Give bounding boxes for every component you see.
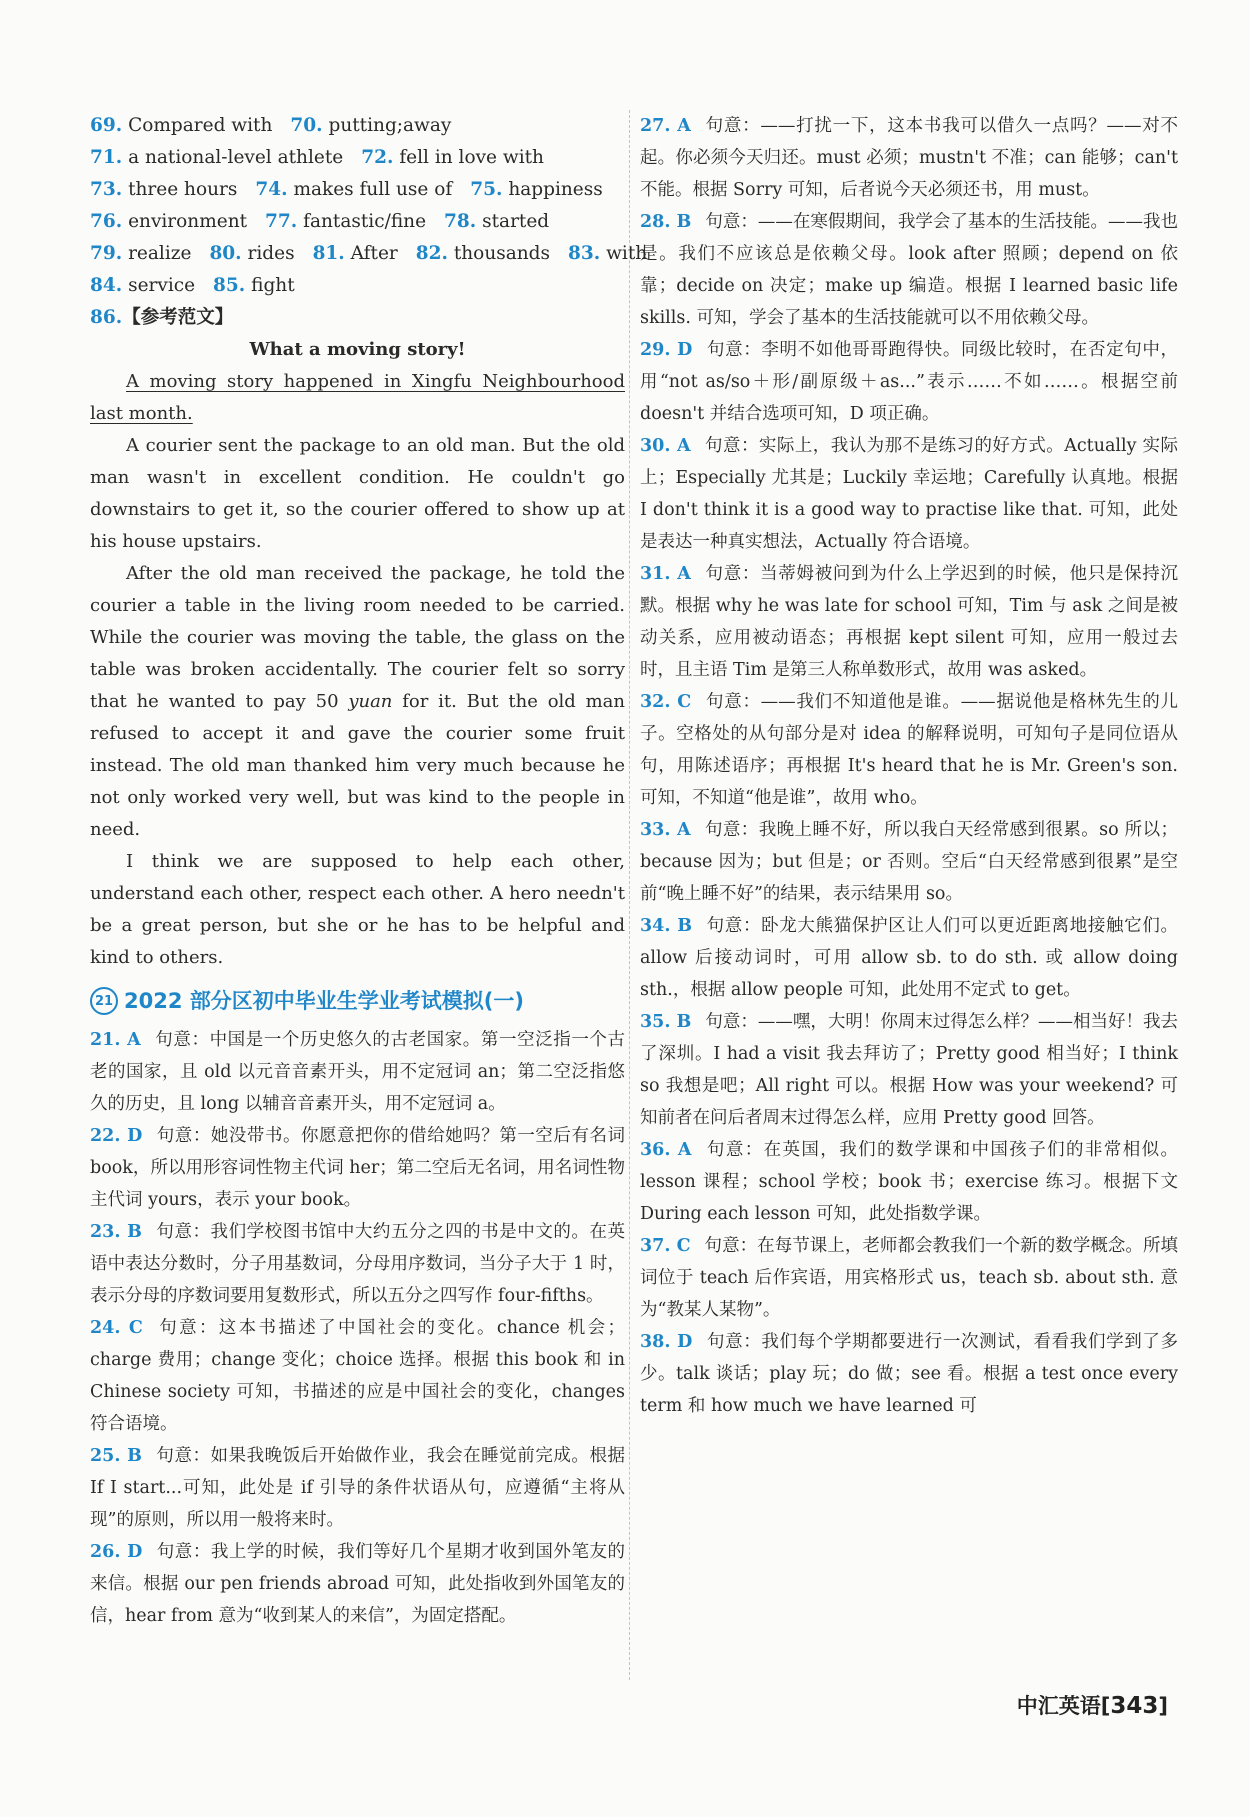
explanation-text: 句意：——我们不知道他是谁。——据说他是格林先生的儿子。空格处的从句部分是对 idea 的解释说明，可知句子是同位语从句，用陈述语序；再根据 It's heard that he is Mr. Green's son. 可知，不知道“他是谁”，故用 who。 <box>640 692 1179 808</box>
page-footer: 中汇英语[343] <box>1016 1693 1168 1719</box>
answer-explanation <box>640 206 1178 334</box>
explanation-text: 句意：实际上，我认为那不是练习的好方式。Actually 实际上；Especially 尤其是；Luckily 幸运地；Carefully 认真地。根据 I don't think it is a good way to practise like that. 可知，此处是表达一种真实想法，Actually 符合语境。 <box>640 436 1178 552</box>
section-title-text: 2022 部分区初中毕业生学业考试模拟(一) <box>124 989 524 1013</box>
question-answer-label: 30. A <box>640 436 691 456</box>
question-answer-label: 27. A <box>640 116 691 136</box>
answer-text: thousands <box>453 243 551 264</box>
essay-paragraph: I think we are supposed to help each other, understand each other, respect each other. A hero needn't be a great person, but she or he has to be helpful and kind to others. <box>90 851 625 968</box>
question-answer-label: 36. A <box>640 1140 692 1160</box>
explanation-text: 句意：中国是一个历史悠久的古老国家。第一空泛指一个古老的国家，且 old 以元音音素开头，用不定冠词 an；第二空泛指悠久的历史，且 long 以辅音音素开头，用不定冠词 a。 <box>90 1030 626 1114</box>
explanation-text: 句意：如果我晚饭后开始做作业，我会在睡觉前完成。根据 If I start...可知，此处是 if 引导的条件状语从句，应遵循“主将从现”的原则，所以用一般将来时。 <box>90 1446 625 1530</box>
answer-key-line <box>90 238 648 270</box>
column-divider <box>629 110 630 1680</box>
question-answer-label: 29. D <box>640 340 693 360</box>
essay-paragraph: After the old man received the package, he told the courier a table in the living room needed to be carried. While the courier was moving the table, the glass on the table was broken accidentally. The courier felt so sorry that he wanted to pay 50 yuan for it. But the old man refused to accept it and gave the courier some fruit instead. The old man thanked him very much because he not only worked very well, but was kind to the people in need. <box>90 563 625 840</box>
question-answer-label: 21. A <box>90 1030 141 1050</box>
essay-paragraph: A courier sent the package to an old man. But the old man wasn't in excellent condition. He couldn't go downstairs to get it, so the courier offered to show up at his house upstairs. <box>90 435 625 552</box>
question-answer-label: 35. B <box>640 1012 692 1032</box>
page-number: 343 <box>1110 1693 1159 1719</box>
answer-explanation <box>640 686 1178 814</box>
answer-text: started <box>482 211 550 232</box>
question-number: 77. <box>265 211 298 232</box>
answer-text: makes full use of <box>293 179 453 200</box>
explanation-text: 句意：这本书描述了中国社会的变化。chance 机会；charge 费用；change 变化；choice 选择。根据 this book 和 in Chinese society 可知，书描述的应是中国社会的变化，changes 符合语境。 <box>90 1318 626 1434</box>
question-answer-label: 23. B <box>90 1222 142 1242</box>
answer-text: three hours <box>128 179 238 200</box>
answer-explanation <box>90 1440 625 1536</box>
answer-explanation <box>640 814 1178 910</box>
section-number-badge: 21 <box>90 987 118 1015</box>
question-number: 75. <box>470 179 503 200</box>
answer-explanation <box>90 1536 625 1632</box>
question-number: 78. <box>444 211 477 232</box>
answer-text: realize <box>128 243 192 264</box>
question-number: 79. <box>90 243 123 264</box>
essay-body <box>90 366 625 974</box>
explanation-text: 句意：她没带书。你愿意把你的借给她吗？第一空后有名词 book，所以用形容词性物主代词 her；第二空后无名词，用名词性物主代词 yours，表示 your book。 <box>90 1126 626 1210</box>
answer-explanation <box>640 430 1178 558</box>
question-answer-label: 32. C <box>640 692 692 712</box>
question-number: 71. <box>90 147 123 168</box>
question-number: 81. <box>312 243 345 264</box>
answer-key-line <box>90 206 625 238</box>
question-number: 70. <box>290 115 323 136</box>
essay-label: 【参考范文】 <box>122 307 234 328</box>
question-number: 82. <box>415 243 448 264</box>
left-column <box>90 110 648 1632</box>
answer-key-line <box>90 142 625 174</box>
explanation-text: 句意：——嘿，大明！你周末过得怎么样？——相当好！我去了深圳。I had a visit 我去拜访了；Pretty good 相当好；I think so 我想是吧；All right 可以。根据 How was your weekend? 可知前者在问后者周末过得怎么样，应用 Pretty good 回答。 <box>640 1012 1178 1128</box>
question-answer-label: 26. D <box>90 1542 143 1562</box>
essay-title: What a moving story! <box>249 339 466 360</box>
explanation-text: 句意：我们每个学期都要进行一次测试，看看我们学到了多少。talk 谈话；play 玩；do 做；see 看。根据 a test once every term 和 how much we have learned 可 <box>640 1332 1178 1416</box>
explanation-text: 句意：当蒂姆被问到为什么上学迟到的时候，他只是保持沉默。根据 why he was late for school 可知，Tim 与 ask 之间是被动关系，应用被动语态；再根据 kept silent 可知，应用一般过去时，且主语 Tim 是第三人称单数形式，故用 was asked。 <box>640 564 1179 680</box>
explanation-text: 句意：我上学的时候，我们等好几个星期才收到国外笔友的来信。根据 our pen friends abroad 可知，此处指收到外国笔友的信，hear from 意为“收到某人的来信”，为固定搭配。 <box>90 1542 626 1626</box>
question-answer-label: 31. A <box>640 564 691 584</box>
answer-explanation <box>640 334 1178 430</box>
answer-explanation <box>90 1120 625 1216</box>
answer-explanation <box>90 1312 625 1440</box>
explanation-text: 句意：在每节课上，老师都会教我们一个新的数学概念。所填词位于 teach 后作宾语，用宾格形式 us，teach sb. about sth. 意为“教某人某物”。 <box>640 1236 1179 1320</box>
right-column <box>640 110 1178 1422</box>
question-number: 72. <box>361 147 394 168</box>
answer-explanation <box>90 1216 625 1312</box>
question-answer-label: 24. C <box>90 1318 143 1338</box>
question-number: 83. <box>568 243 601 264</box>
answer-text: After <box>350 243 398 264</box>
answer-key-line <box>90 174 625 206</box>
answer-text: service <box>128 275 196 296</box>
question-number: 69. <box>90 115 123 136</box>
answer-text: with <box>606 243 648 264</box>
explanation-text: 句意：卧龙大熊猫保护区让人们可以更近距离地接触它们。allow 后接动词时，可用 allow sb. to do sth. 或 allow doing sth.，根据 allow people 可知，此处用不定式 to get。 <box>640 916 1178 1000</box>
answer-text: fantastic/fine <box>303 211 427 232</box>
answer-text: environment <box>128 211 248 232</box>
footer-book-title: 中汇英语 <box>1016 1694 1101 1718</box>
answer-text: a national-level athlete <box>128 147 344 168</box>
answer-text: rides <box>247 243 295 264</box>
answer-explanation <box>640 1326 1178 1422</box>
question-number: 74. <box>255 179 288 200</box>
answer-explanation <box>640 1230 1178 1326</box>
explanation-text: 句意：——在寒假期间，我学会了基本的生活技能。——我也是。我们不应该总是依赖父母。look after 照顾；depend on 依靠；decide on 决定；make up 编造。根据 I learned basic life skills. 可知，学会了基本的生活技能就可以不用依赖父母。 <box>640 212 1178 328</box>
answer-text: fell in love with <box>399 147 544 168</box>
answer-text: Compared with <box>128 115 273 136</box>
explanation-text: 句意：李明不如他哥哥跑得快。同级比较时，在否定句中，用“not as/so＋形/副原级＋as...”表示……不如……。根据空前 doesn't 并结合选项可知，D 项正确。 <box>640 340 1178 424</box>
answer-key-line <box>90 110 625 142</box>
answer-text: fight <box>251 275 295 296</box>
answer-explanation <box>640 1134 1178 1230</box>
question-number: 84. <box>90 275 123 296</box>
question-answer-label: 33. A <box>640 820 691 840</box>
question-number: 80. <box>209 243 242 264</box>
answer-text: putting;away <box>328 115 452 136</box>
answer-explanation <box>640 558 1178 686</box>
left-answer-list <box>90 1024 625 1632</box>
explanation-text: 句意：我晚上睡不好，所以我白天经常感到很累。so 所以；because 因为；but 但是；or 否则。空后“白天经常感到很累”是空前“晚上睡不好”的结果，表示结果用 so。 <box>640 820 1179 904</box>
question-number: 85. <box>213 275 246 296</box>
question-answer-label: 34. B <box>640 916 692 936</box>
question-answer-label: 22. D <box>90 1126 143 1146</box>
answer-explanation <box>640 1006 1178 1134</box>
question-answer-label: 38. D <box>640 1332 693 1352</box>
question-answer-label: 37. C <box>640 1236 691 1256</box>
question-number: 76. <box>90 211 123 232</box>
essay-paragraph: A moving story happened in Xingfu Neighbourhood last month. <box>90 371 625 424</box>
question-number: 73. <box>90 179 123 200</box>
right-answer-list <box>640 110 1178 1422</box>
section-heading <box>90 984 625 1018</box>
essay-header <box>90 302 625 334</box>
answer-key-lines <box>90 110 648 302</box>
question-answer-label: 28. B <box>640 212 692 232</box>
essay-number: 86. <box>90 307 123 328</box>
answer-key-line <box>90 270 625 302</box>
question-answer-label: 25. B <box>90 1446 142 1466</box>
answer-explanation <box>640 110 1178 206</box>
explanation-text: 句意：在英国，我们的数学课和中国孩子们的非常相似。lesson 课程；school 学校；book 书；exercise 练习。根据下文 During each lesson 可知，此处指数学课。 <box>640 1140 1178 1224</box>
answer-explanation <box>640 910 1178 1006</box>
answer-text: happiness <box>508 179 603 200</box>
explanation-text: 句意：——打扰一下，这本书我可以借久一点吗？——对不起。你必须今天归还。must 必须；mustn't 不准；can 能够；can't 不能。根据 Sorry 可知，后者说今天必须还书，用 must。 <box>640 116 1178 200</box>
answer-explanation <box>90 1024 625 1120</box>
explanation-text: 句意：我们学校图书馆中大约五分之四的书是中文的。在英语中表达分数时，分子用基数词，分母用序数词，当分子大于 1 时，表示分母的序数词要用复数形式，所以五分之四写作 four-fifths。 <box>90 1222 625 1306</box>
